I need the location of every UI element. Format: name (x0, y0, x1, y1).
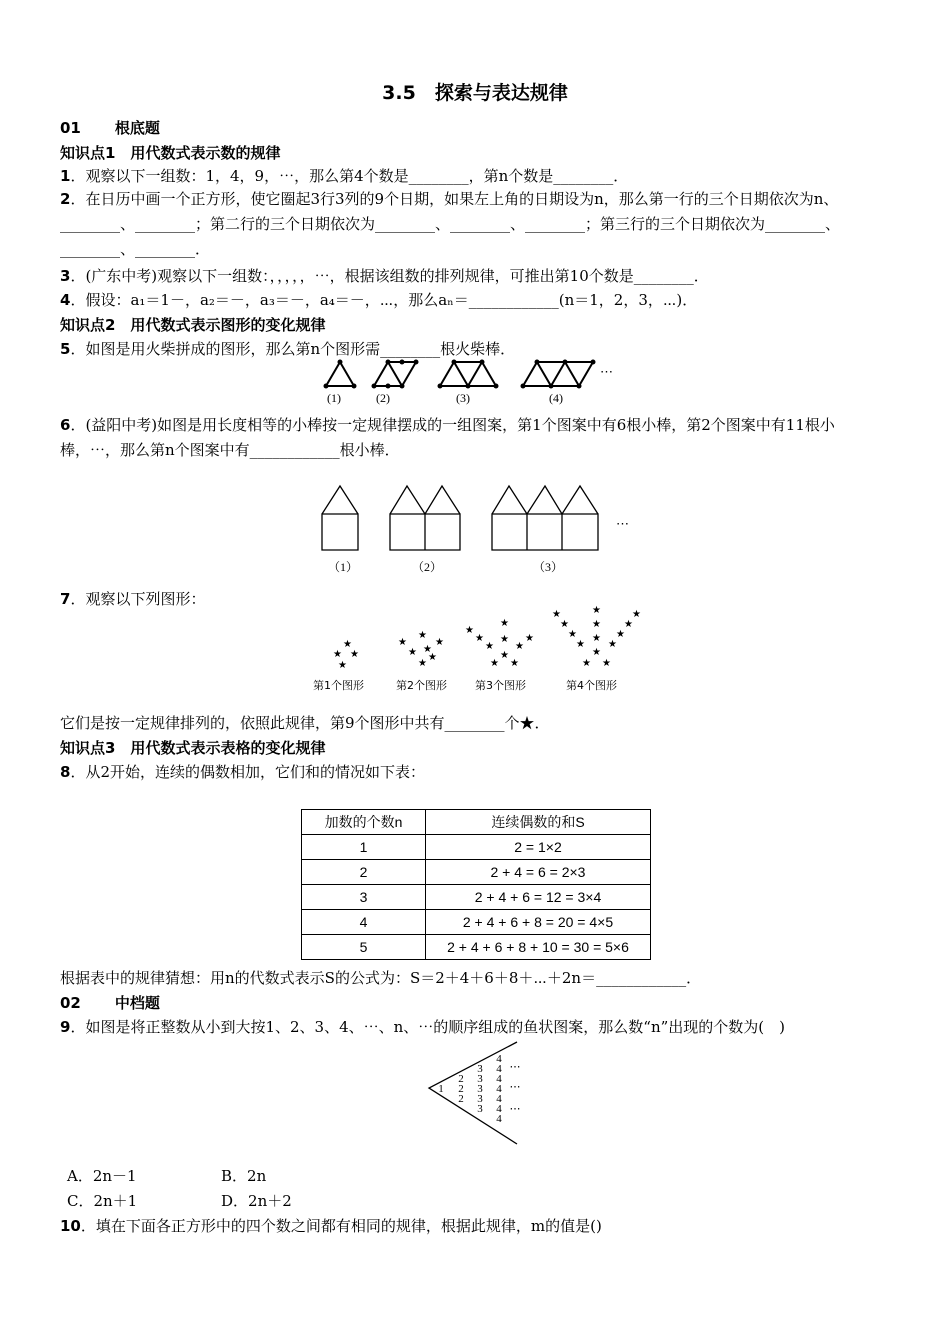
svg-text:★: ★ (398, 637, 407, 648)
ellipsis: ⋯ (600, 365, 613, 380)
question-number: 7 (60, 590, 71, 608)
house-pattern-figure (318, 480, 638, 555)
question-number: 9 (60, 1018, 71, 1036)
q5-caption-2: (2) (376, 391, 390, 405)
matchstick-shape-3 (440, 362, 496, 386)
question-7 (60, 589, 205, 609)
even-sum-table (301, 809, 651, 960)
section-number: 02 (60, 994, 81, 1012)
q5-caption-1: (1) (327, 391, 341, 405)
svg-text:★: ★ (338, 660, 347, 671)
table-cell: 4 (302, 910, 426, 935)
table-row (302, 910, 651, 935)
house-3 (492, 486, 598, 550)
svg-text:★: ★ (582, 658, 591, 669)
section-number: 01 (60, 119, 81, 137)
ellipsis: ⋯ (616, 517, 629, 532)
table-row (302, 835, 651, 860)
svg-text:★: ★ (510, 658, 519, 669)
table-header: 加数的个数n (302, 810, 426, 835)
option-c[interactable]: C．2n＋1 (67, 1192, 138, 1210)
section-label: 根底题 (114, 119, 160, 137)
q6-caption-3: （3） (533, 560, 564, 574)
question-number: 8 (60, 763, 71, 781)
question-number: 10 (60, 1217, 81, 1235)
fish-number: 2 (458, 1083, 464, 1095)
question-7-answer: 它们是按一定规律排列的，依照此规律，第9个图形中共有________个★． (60, 714, 550, 732)
table-header-row (302, 810, 651, 835)
question-10 (60, 1216, 602, 1236)
svg-text:★: ★ (632, 609, 641, 620)
matchstick-shape-4 (523, 362, 593, 386)
svg-text:★: ★ (350, 649, 359, 660)
knowledge-point-2: 知识点2 用代数式表示图形的变化规律 (60, 316, 326, 334)
svg-text:★: ★ (408, 647, 417, 658)
q6-caption-2: （2） (412, 560, 443, 574)
svg-text:★: ★ (515, 641, 524, 652)
question-number: 5 (60, 340, 71, 358)
table-cell: 3 (302, 885, 426, 910)
question-4 (60, 290, 697, 310)
table-cell: 2 + 4 + 6 + 8 + 10 = 30 = 5×6 (426, 935, 651, 960)
fish-ellipsis: ⋯ (509, 1081, 521, 1093)
table-cell: 2 + 4 + 6 = 12 = 3×4 (426, 885, 651, 910)
question-number: 6 (60, 416, 71, 434)
question-text: ．假设：a₁＝1－，a₂＝－，a₃＝－，a₄＝－，⋯，那么aₙ＝____________(n＝1，2，3，⋯)． (70, 291, 698, 309)
matchstick-shape-2 (374, 362, 416, 386)
q5-caption-4: (4) (549, 391, 563, 405)
fish-number: 3 (477, 1073, 483, 1085)
house-1 (322, 486, 358, 550)
table-cell: 2 + 4 + 6 + 8 = 20 = 4×5 (426, 910, 651, 935)
fish-number: 1 (438, 1083, 444, 1095)
svg-text:★: ★ (608, 639, 617, 650)
svg-text:★: ★ (333, 649, 342, 660)
svg-text:★: ★ (435, 637, 444, 648)
question-9 (60, 1017, 785, 1037)
svg-text:★: ★ (592, 619, 601, 630)
table-cell: 2 = 1×2 (426, 835, 651, 860)
svg-text:★: ★ (485, 641, 494, 652)
svg-text:★: ★ (418, 630, 427, 641)
question-text: ．如图是用火柴拼成的图形，那么第n个图形需________根火柴棒． (70, 340, 516, 358)
svg-text:★: ★ (568, 629, 577, 640)
question-1 (60, 166, 628, 186)
svg-text:★: ★ (465, 625, 474, 636)
fish-number: 3 (477, 1103, 483, 1115)
table-row (302, 860, 651, 885)
fish-number: 3 (477, 1093, 483, 1105)
house-2 (390, 486, 460, 550)
question-text: ．(益阳中考)如图是用长度相等的小棒按一定规律摆成的一组图案，第1个图案中有6根小棒，第2个图案中有11根小棒，⋯，那么第n个图案中有____________根小棒． (60, 416, 835, 459)
fish-number: 4 (496, 1103, 502, 1115)
q7-caption-4: 第4个图形 (566, 679, 617, 692)
q5-caption-3: (3) (456, 391, 470, 405)
table-row (302, 935, 651, 960)
fish-number: 4 (496, 1083, 502, 1095)
question-2 (60, 187, 892, 262)
option-a[interactable]: A．2n－1 (67, 1167, 137, 1185)
question-number: 4 (60, 291, 71, 309)
fish-number: 4 (496, 1093, 502, 1105)
table-cell: 1 (302, 835, 426, 860)
svg-text:★: ★ (500, 650, 509, 661)
table-cell: 2 (302, 860, 426, 885)
svg-text:★: ★ (616, 629, 625, 640)
table-header: 连续偶数的和S (426, 810, 651, 835)
question-6 (60, 413, 892, 463)
table-row (302, 885, 651, 910)
q7-caption-1: 第1个图形 (313, 679, 364, 692)
fish-number: 4 (496, 1113, 502, 1125)
fish-number: 3 (477, 1083, 483, 1095)
svg-text:★: ★ (576, 639, 585, 650)
svg-text:★: ★ (592, 605, 601, 616)
fish-number: 4 (496, 1073, 502, 1085)
svg-text:★: ★ (500, 634, 509, 645)
fish-ellipsis: ⋯ (509, 1061, 521, 1073)
question-text: ．观察以下一组数：1，4，9，⋯，那么第4个数是________，第n个数是________． (70, 167, 629, 185)
question-text: ．在日历中画一个正方形，使它圈起3行3列的9个日期，如果左上角的日期设为n，那么第一行的三个日期依次为n、________、________；第二行的三个日期依次为________、________、________；第三行的三个日期依次为________、________、________． (60, 190, 841, 258)
option-d[interactable]: D．2n＋2 (221, 1192, 292, 1210)
matchstick-triangle (326, 362, 354, 386)
question-3 (60, 266, 709, 286)
question-number: 1 (60, 167, 71, 185)
fish-number: 4 (496, 1053, 502, 1065)
knowledge-point-1: 知识点1 用代数式表示数的规律 (60, 144, 281, 162)
fish-number: 2 (458, 1093, 464, 1105)
svg-text:★: ★ (592, 647, 601, 658)
question-8-answer: 根据表中的规律猜想：用n的代数式表示S的公式为：S＝2＋4＋6＋8＋⋯＋2n＝____________． (60, 969, 702, 987)
svg-text:★: ★ (525, 633, 534, 644)
option-b[interactable]: B．2n (221, 1167, 267, 1185)
q7-caption-2: 第2个图形 (396, 679, 447, 692)
question-text: ．如图是将正整数从小到大按1、2、3、4、⋯、n、⋯的顺序组成的鱼状图案，那么数“n”出现的个数为( ) (70, 1018, 785, 1036)
svg-text:★: ★ (490, 658, 499, 669)
svg-text:★: ★ (560, 619, 569, 630)
svg-text:★: ★ (624, 619, 633, 630)
q7-caption-3: 第3个图形 (475, 679, 526, 692)
svg-text:★: ★ (602, 658, 611, 669)
page-title: 3.5 探索与表达规律 (382, 82, 568, 104)
question-8 (60, 762, 425, 782)
svg-text:★: ★ (418, 658, 427, 669)
svg-text:★: ★ (423, 644, 432, 655)
svg-text:★: ★ (552, 609, 561, 620)
fish-number-figure (425, 1040, 535, 1146)
table-cell: 2 + 4 = 6 = 2×3 (426, 860, 651, 885)
question-text: ．观察以下列图形： (70, 590, 206, 608)
fish-number: 3 (477, 1063, 483, 1075)
question-number: 3 (60, 267, 71, 285)
svg-text:★: ★ (343, 639, 352, 650)
section-basic (60, 118, 160, 138)
question-text: ．(广东中考)观察以下一组数：，，，，，⋯，根据该组数的排列规律，可推出第10个数是________． (70, 267, 709, 285)
svg-text:★: ★ (475, 633, 484, 644)
question-number: 2 (60, 190, 71, 208)
section-label: 中档题 (114, 994, 160, 1012)
question-text: ．填在下面各正方形中的四个数之间都有相同的规律，根据此规律，m的值是() (80, 1217, 602, 1235)
svg-text:★: ★ (500, 618, 509, 629)
fish-number: 2 (458, 1073, 464, 1085)
section-mid (60, 993, 160, 1013)
table-cell: 5 (302, 935, 426, 960)
svg-text:★: ★ (592, 633, 601, 644)
q6-caption-1: （1） (328, 560, 359, 574)
star-pattern-figure (310, 600, 650, 675)
knowledge-point-3: 知识点3 用代数式表示表格的变化规律 (60, 739, 326, 757)
question-text: ．从2开始，连续的偶数相加，它们和的情况如下表： (70, 763, 425, 781)
svg-text:★: ★ (428, 652, 437, 663)
fish-number: 4 (496, 1063, 502, 1075)
fish-ellipsis: ⋯ (509, 1103, 521, 1115)
